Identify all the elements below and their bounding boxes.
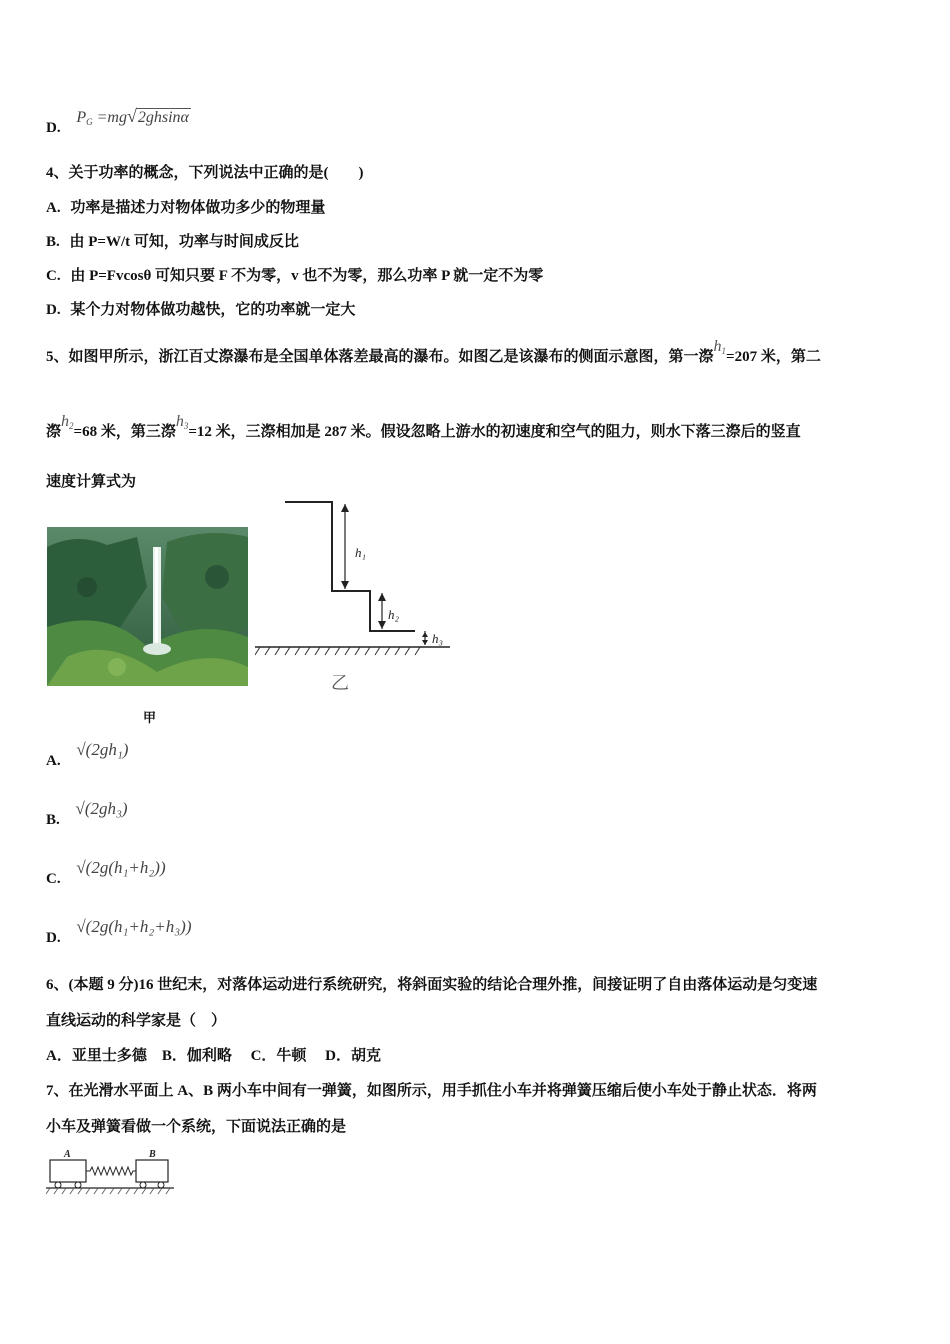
cart-a bbox=[50, 1160, 86, 1182]
option-formula: √(2gh₁) bbox=[76, 740, 129, 759]
h2-value: =68 米，第三漈 bbox=[73, 424, 176, 440]
q6-stem-line2: 直线运动的科学家是（ ） bbox=[46, 1013, 227, 1029]
cart-b bbox=[136, 1160, 168, 1182]
h1-label: h₁ bbox=[355, 545, 367, 560]
option-label: C. bbox=[46, 871, 61, 887]
q3-option-d bbox=[46, 106, 191, 136]
q5-stem-part1: 5、如图甲所示，浙江百丈漈瀑布是全国单体落差最高的瀑布。如图乙是该瀑布的侧面示意图，第一漈 bbox=[46, 349, 714, 365]
h1-symbol: $h_1$ bbox=[713, 338, 727, 356]
figure-label-yi: 乙 bbox=[331, 673, 349, 694]
h3-symbol: $h_3$ bbox=[175, 413, 189, 431]
option-label: D. bbox=[46, 302, 61, 318]
option-formula: √(2g(h₁+h₂+h₃)) bbox=[76, 917, 192, 936]
q4-option-b bbox=[46, 230, 299, 251]
cart-b-label: B bbox=[149, 1149, 156, 1160]
option-text: 由 P=W/t 可知，功率与时间成反比 bbox=[69, 234, 299, 250]
q5-option-c bbox=[46, 858, 166, 887]
q4-option-d bbox=[46, 298, 355, 319]
option-label: A. bbox=[46, 753, 61, 769]
carts-spring-diagram bbox=[46, 1148, 176, 1198]
q6-options: A．亚里士多德 B．伽利略 C．牛顿 D．胡克 bbox=[46, 1048, 382, 1064]
option-text: 功率是描述力对物体做功多少的物理量 bbox=[70, 200, 326, 216]
figure-label-jia: 甲 bbox=[143, 710, 157, 725]
q5-option-b bbox=[46, 799, 128, 828]
option-label: A. bbox=[46, 200, 61, 216]
power-formula: $P_G =mg√2ghsin\alpha$ bbox=[76, 106, 189, 127]
q5-stem-line2 bbox=[46, 413, 801, 441]
q5-stem-part2: 漈 bbox=[46, 424, 62, 440]
q7-stem-line1: 7、在光滑水平面上 A、B 两小车中间有一弹簧，如图所示，用手抓住小车并将弹簧压缩后使小车处于静止状态．将两 bbox=[46, 1083, 817, 1099]
h1-value: =207 米，第二 bbox=[726, 349, 821, 365]
spring bbox=[86, 1167, 136, 1175]
waterfall-photo bbox=[47, 527, 248, 686]
option-label: D. bbox=[46, 930, 61, 946]
q5-option-d bbox=[46, 917, 192, 946]
option-label: B. bbox=[46, 234, 60, 250]
q6-stem-line1: 6、(本题 9 分)16 世纪末，对落体运动进行系统研究，将斜面实验的结论合理外推，间接证明了自由落体运动是匀变速 bbox=[46, 977, 818, 993]
h2-symbol: $h_2$ bbox=[61, 413, 74, 431]
h3-value: =12 米，三漈相加是 287 米。假设忽略上游水的初速度和空气的阻力，则水下落三漈后的竖直 bbox=[188, 424, 801, 440]
option-text: 某个力对物体做功越快，它的功率就一定大 bbox=[70, 302, 356, 318]
waterfall-side-diagram bbox=[255, 495, 455, 695]
q7-stem-line2: 小车及弹簧看做一个系统，下面说法正确的是 bbox=[46, 1119, 347, 1135]
q5-stem-line1 bbox=[46, 338, 821, 366]
cart-a-label: A bbox=[64, 1149, 71, 1160]
option-label: C. bbox=[46, 268, 61, 284]
q4-option-c bbox=[46, 264, 543, 285]
q5-stem-line3: 速度计算式为 bbox=[46, 474, 137, 490]
option-label: D. bbox=[46, 120, 61, 136]
q4-stem: 4、关于功率的概念，下列说法中正确的是( ) bbox=[46, 165, 364, 181]
option-formula: √(2g(h₁+h₂)) bbox=[76, 858, 166, 877]
option-text: 由 P=Fvcosθ 可知只要 F 不为零，v 也不为零，那么功率 P 就一定不为零 bbox=[70, 268, 544, 284]
h2-label: h₂ bbox=[388, 607, 400, 622]
q4-option-a bbox=[46, 196, 325, 217]
option-label: B. bbox=[46, 812, 60, 828]
option-formula: √(2gh₃) bbox=[75, 799, 128, 818]
q5-option-a bbox=[46, 740, 129, 769]
h3-label: h₃ bbox=[432, 631, 444, 646]
